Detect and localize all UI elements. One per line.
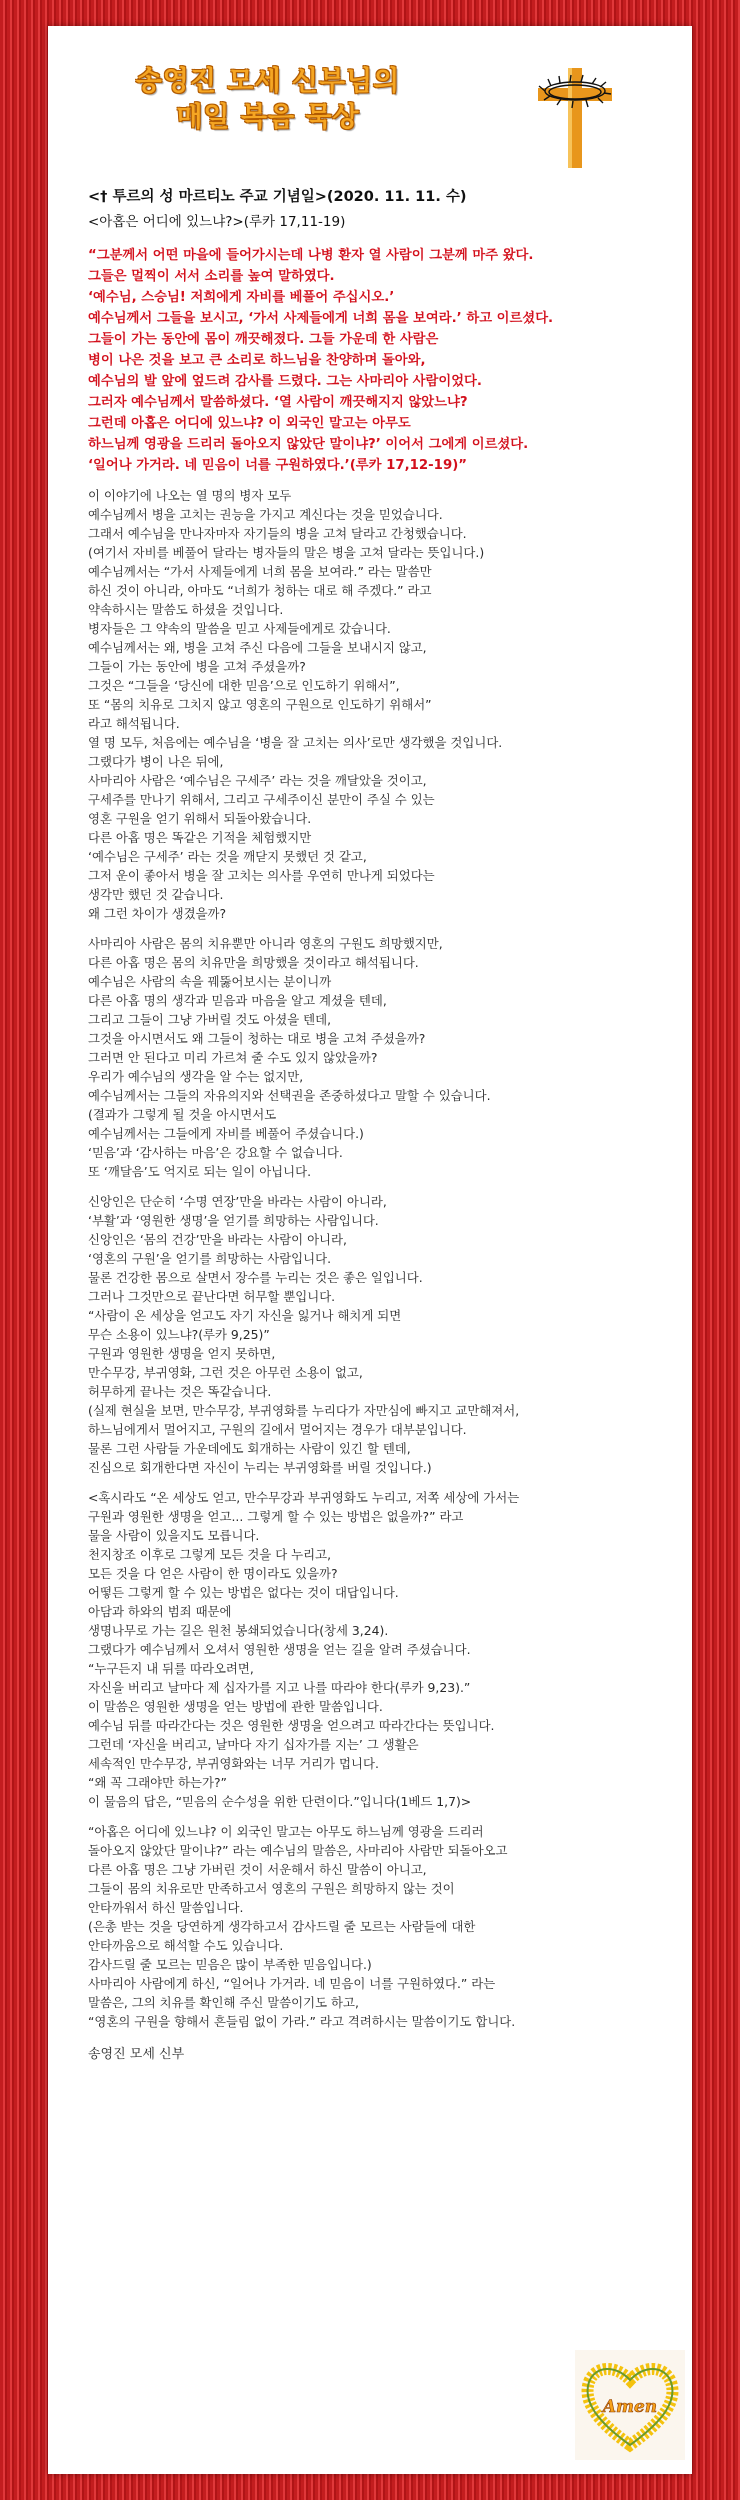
- paragraph-5: “아홉은 어디에 있느냐? 이 외국인 말고는 아무도 하느님께 영광을 드리러 돌아오지 않았단 말이냐?” 라는 예수님의 말씀은, 사마리아 사람만 되돌아오고 다른 아홉 명은 그냥 가버린 것이 서운해서 하신 말씀이 아니고, 그들이 몸의 치유로만 만족하고서 영혼의 구원은 희망하지 않는 것이 안타까워서 하신 말씀입니다. (은총 받는 것을 당연하게 생각하고서 감사드릴 줄 모르는 사람들에 대한 안타까움으로 해석할 수도 있습니다. 감사드릴 줄 모르는 믿음은 많이 부족한 믿음입니다.) 사마리아 사람에게 하신, “일어나 가거라. 네 믿음이 너를 구원하였다.” 라는 말씀은, 그의 치유를 확인해 주신 말씀이기도 하고, “영혼의 구원을 향해서 흔들림 없이 가라.” 라고 격려하시는 말씀이기도 합니다.: [88, 1824, 516, 2029]
- gospel-reference: <아홉은 어디에 있느냐?>(루카 17,11-19): [88, 214, 346, 230]
- document-page: [48, 26, 692, 2474]
- amen-heart-icon: [575, 2350, 685, 2460]
- page-title: [68, 64, 468, 136]
- feast-date-line: <† 투르의 성 마르티노 주교 기념일>(2020. 11. 11. 수): [88, 189, 467, 205]
- title-line-1: 송영진 모세 신부님의: [135, 66, 401, 97]
- amen-text: Amen: [602, 2397, 658, 2417]
- paragraph-3: 신앙인은 단순히 ‘수명 연장’만을 바라는 사람이 아니라, ‘부활’과 ‘영원한 생명’을 얻기를 희망하는 사람입니다. 신앙인은 ‘몸의 건강’만을 바라는 사람이 아니라, ‘영혼의 구원’을 얻기를 희망하는 사람입니다. 물론 건강한 몸으로 살면서 장수를 누리는 것은 좋은 일입니다. 그러나 그것만으로 끝난다면 허무할 뿐입니다. “사람이 온 세상을 얻고도 자기 자신을 잃거나 해치게 되면 무슨 소용이 있느냐?(루카 9,25)” 구원과 영원한 생명을 얻지 못하면, 만수무강, 부귀영화, 그런 것은 아무런 소용이 없고, 허무하게 끝나는 것은 똑같습니다. (실제 현실을 보면, 만수무강, 부귀영화를 누리다가 자만심에 빠지고 교만해져서, 하느님에게서 멀어지고, 구원의 길에서 멀어지는 경우가 대부분입니다. 물론 그런 사람들 가운데에도 회개하는 사람이 있긴 할 텐데, 진심으로 회개한다면 자신이 누리는 부귀영화를 버릴 것입니다.): [88, 1194, 520, 1475]
- title-line-2: 매일 복음 묵상: [176, 102, 360, 133]
- paragraph-4: <혹시라도 “온 세상도 얻고, 만수무강과 부귀영화도 누리고, 저쪽 세상에 가서는 구원과 영원한 생명을 얻고... 그렇게 할 수 있는 방법은 없을까?” 라고 물을 사람이 있을지도 모릅니다. 천지창조 이후로 그렇게 모든 것을 다 누리고, 모든 것을 다 얻은 사람이 한 명이라도 있을까? 어떻든 그렇게 할 수 있는 방법은 없다는 것이 대답입니다. 아담과 하와의 범죄 때문에 생명나무로 가는 길은 원천 봉쇄되었습니다(창세 3,24). 그랬다가 예수님께서 오셔서 영원한 생명을 얻는 길을 알려 주셨습니다. “누구든지 내 뒤를 따라오려면, 자신을 버리고 날마다 제 십자가를 지고 나를 따라야 한다(루카 9,23).” 이 말씀은 영원한 생명을 얻는 방법에 관한 말씀입니다. 예수님 뒤를 따라간다는 것은 영원한 생명을 얻으려고 따라간다는 뜻입니다. 그런데 ‘자신을 버리고, 날마다 자기 십자가를 지는’ 그 생활은 세속적인 만수무강, 부귀영화와는 너무 거리가 멉니다. “왜 꼭 그래야만 하는가?” 이 물음의 답은, “믿음의 순수성을 위한 단련이다.”입니다(1베드 1,7)>: [88, 1490, 520, 1809]
- paragraph-1: 이 이야기에 나오는 열 명의 병자 모두 예수님께서 병을 고치는 권능을 가지고 계신다는 것을 믿었습니다. 그래서 예수님을 만나자마자 자기들의 병을 고쳐 달라고 간청했습니다. (여기서 자비를 베풀어 달라는 병자들의 말은 병을 고쳐 달라는 뜻입니다.) 예수님께서는 “가서 사제들에게 너희 몸을 보여라.” 라는 말씀만 하신 것이 아니라, 아마도 “너희가 청하는 대로 해 주겠다.” 라고 약속하시는 말씀도 하셨을 것입니다. 병자들은 그 약속의 말씀을 믿고 사제들에게로 갔습니다. 예수님께서는 왜, 병을 고쳐 주신 다음에 그들을 보내시지 않고, 그들이 가는 동안에 병을 고쳐 주셨을까? 그것은 “그들을 ‘당신에 대한 믿음’으로 인도하기 위해서”, 또 “몸의 치유로 그치지 않고 영혼의 구원으로 인도하기 위해서” 라고 해석됩니다. 열 명 모두, 처음에는 예수님을 ‘병을 잘 고치는 의사’로만 생각했을 것입니다. 그랬다가 병이 나은 뒤에, 사마리아 사람은 ‘예수님은 구세주’ 라는 것을 깨달았을 것이고, 구세주를 만나기 위해서, 그리고 구세주이신 분만이 주실 수 있는 영혼 구원을 얻기 위해서 되돌아왔습니다. 다른 아홉 명은 똑같은 기적을 체험했지만 ‘예수님은 구세주’ 라는 것을 깨닫지 못했던 것 같고, 그저 운이 좋아서 병을 잘 고치는 의사를 우연히 만나게 되었다는 생각만 했던 것 같습니다. 왜 그런 차이가 생겼을까?: [88, 488, 503, 921]
- header: [48, 26, 692, 146]
- paragraph-2: 사마리아 사람은 몸의 치유뿐만 아니라 영혼의 구원도 희망했지만, 다른 아홉 명은 몸의 치유만을 희망했을 것이라고 해석됩니다. 예수님은 사람의 속을 꿰뚫어보시는 분이니까 다른 아홉 명의 생각과 믿음과 마음을 알고 계셨을 텐데, 그리고 그들이 그냥 가버릴 것도 아셨을 텐데, 그것을 아시면서도 왜 그들이 청하는 대로 병을 고쳐 주셨을까? 그러면 안 된다고 미리 가르쳐 줄 수도 있지 않았을까? 우리가 예수님의 생각을 알 수는 없지만, 예수님께서는 그들의 자유의지와 선택권을 존중하셨다고 말할 수 있습니다. (결과가 그렇게 될 것을 아시면서도 예수님께서는 그들에게 자비를 베풀어 주셨습니다.) ‘믿음’과 ‘감사하는 마음’은 강요할 수 없습니다. 또 ‘깨달음’도 억지로 되는 일이 아닙니다.: [88, 936, 491, 1179]
- gospel-passage: “그분께서 어떤 마을에 들어가시는데 나병 환자 열 사람이 그분께 마주 왔다. 그들은 멀찍이 서서 소리를 높여 말하였다. ‘예수님, 스승님! 저희에게 자비를 베풀어 주십시오.’ 예수님께서 그들을 보시고, ‘가서 사제들에게 너희 몸을 보여라.’ 하고 이르셨다. 그들이 가는 동안에 몸이 깨끗해졌다. 그들 가운데 한 사람은 병이 나은 것을 보고 큰 소리로 하느님을 찬양하며 돌아와, 예수님의 발 앞에 엎드려 감사를 드렸다. 그는 사마리아 사람이었다. 그러자 예수님께서 말씀하셨다. ‘열 사람이 깨끗해지지 않았느냐? 그런데 아홉은 어디에 있느냐? 이 외국인 말고는 아무도 하느님께 영광을 드리러 돌아오지 않았단 말이냐?’ 이어서 그에게 이르셨다. ‘일어나 가거라. 네 믿음이 너를 구원하였다.’(루카 17,12-19)”: [88, 248, 554, 473]
- crown-of-thorns-cross-icon: [518, 58, 638, 168]
- meditation-content: [88, 186, 688, 2064]
- author-signature: 송영진 모세 신부: [88, 2047, 185, 2062]
